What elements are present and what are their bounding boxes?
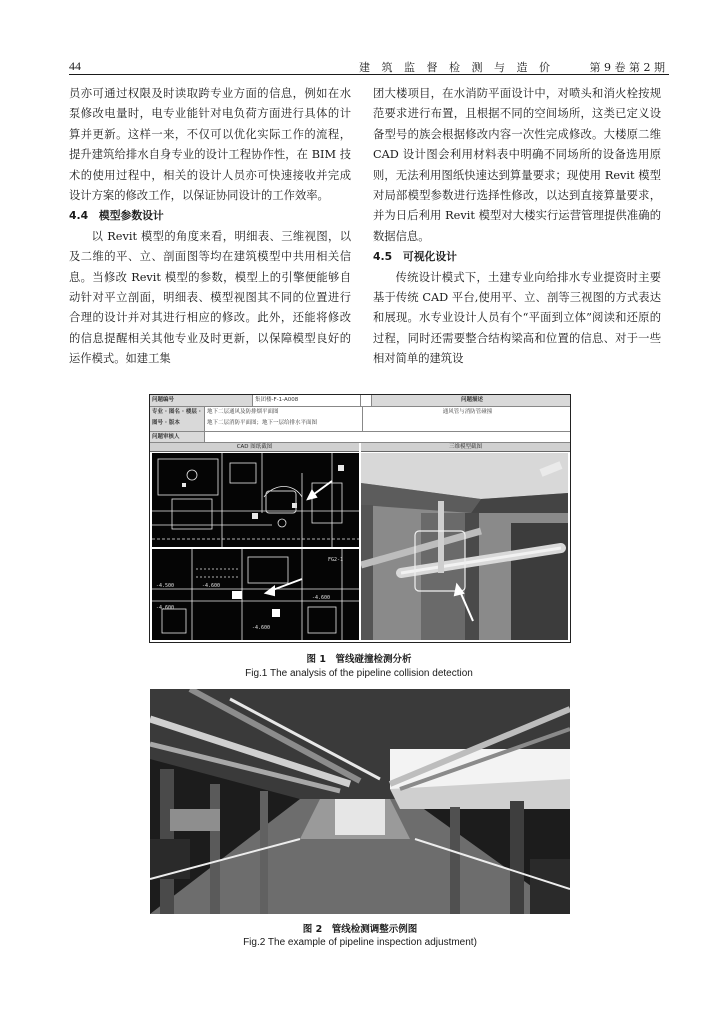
panel-title-3d: 三维模型截图 bbox=[361, 443, 570, 452]
issue-table bbox=[150, 395, 570, 445]
figure-2-render bbox=[150, 689, 570, 914]
section-heading-4-4: 4.4 模型参数设计 bbox=[69, 209, 164, 223]
table-cell: 问题编号 bbox=[150, 395, 253, 406]
cad-label: -4.600 bbox=[156, 605, 175, 611]
left-column bbox=[69, 84, 351, 370]
paragraph: 传统设计模式下，土建专业向给排水专业提资时主要基于传统 CAD 平台,使用平、立、剖等三视图的方式表达和展现。水专业设计人员有个“平面到立体”阅读和还原的过程，同时还需要整合结构梁高和位置的信息、对于一些相对简单的建筑设 bbox=[373, 270, 661, 366]
paragraph: 团大楼项目，在水消防平面设计中，对喷头和消火栓按规范要求进行布置，且根据不同的空间场所，这类已定义设备型号的族会根据修改内容一次性完成修改。大楼原二维 CAD 设计图会利用材料表中明确不同场所的设备选用原则，无法利用图纸快速达到算量要求；现使用 Revit 模型对局部模型参数进行选择性修改，以达到直接算量要求，并为日后利用 Revit 模型对大楼实行运营管理提供准确的数据信息。 bbox=[373, 87, 661, 243]
table-cell bbox=[205, 432, 570, 442]
table-cell bbox=[361, 395, 372, 406]
table-row bbox=[150, 407, 570, 432]
model-3d-render bbox=[361, 453, 568, 640]
garage-pipeline-render bbox=[150, 689, 570, 914]
figure-1-caption-en: Fig.1 The analysis of the pipeline collision detection bbox=[245, 668, 473, 679]
cad-label: FG2-1 bbox=[328, 557, 344, 563]
cad-label: -4.600 bbox=[312, 595, 331, 601]
table-cell-line: 地下二层通风及防排烟平面图 bbox=[207, 409, 279, 415]
table-cell: 专业 · 图名 · 楼层 · 图号 · 版本 bbox=[150, 407, 205, 431]
cad-label: -4.500 bbox=[156, 583, 175, 589]
table-cell bbox=[205, 407, 363, 431]
figure-2-caption-zh: 图 2 管线检测调整示例图 bbox=[302, 924, 418, 935]
figure-1 bbox=[149, 394, 571, 643]
cad-screenshot-bottom bbox=[152, 549, 359, 640]
model-3d-screenshot bbox=[361, 453, 568, 640]
cad-label: -4.600 bbox=[252, 625, 271, 631]
table-row bbox=[150, 395, 570, 407]
table-row bbox=[150, 432, 570, 443]
cad-drawing bbox=[152, 549, 359, 640]
table-cell-line: 地下二层消防平面图；地下一层给排水平面图 bbox=[207, 420, 318, 426]
table-cell: 集团楼-F-1-A008 bbox=[253, 395, 361, 406]
cad-label: -4.600 bbox=[202, 583, 221, 589]
right-column bbox=[373, 84, 661, 370]
figure-1-caption-zh: 图 1 管线碰撞检测分析 bbox=[306, 654, 412, 665]
running-header bbox=[69, 56, 669, 74]
table-cell: 问题描述 bbox=[372, 395, 570, 406]
paragraph: 以 Revit 模型的角度来看，明细表、三维视图，以及二维的平、立、剖面图等均在建筑模型中共用相关信息。当修改 Revit 模型的参数，模型上的引擎便能够自动针对平立剖面，明细表、模型视图其不同的位置进行合理的设计并对其进行相应的修改。此外，还能将修改的信息提醒相关其他专业及时更新，以保障模型良好的运作模式。如建工集 bbox=[69, 229, 351, 366]
header-rule bbox=[69, 74, 669, 75]
volume-issue: 第 9 卷 第 2 期 bbox=[589, 61, 665, 74]
cad-screenshot-top bbox=[152, 453, 359, 547]
table-cell: 问题审核人 bbox=[150, 432, 205, 442]
cad-drawing bbox=[152, 453, 359, 547]
paragraph: 员亦可通过权限及时读取跨专业方面的信息，例如在水泵修改电量时，电专业能针对电负荷方面进行具体的计算并更新。这样一来，不仅可以优化实际工作的流程，提升建筑给排水自身专业的设计工程协作性，在 BIM 技术的使用过程中，相关的设计人员亦可快速接收并完成设计方案的修改工作，以保证协同设计的工作效率。 bbox=[69, 87, 351, 203]
section-heading-4-5: 4.5 可视化设计 bbox=[373, 250, 457, 264]
panel-title-cad: CAD 图纸截图 bbox=[150, 443, 359, 452]
page-number: 44 bbox=[69, 59, 81, 73]
figure-2-caption-en: Fig.2 The example of pipeline inspection adjustment) bbox=[243, 937, 477, 948]
table-cell: 通风管与消防管碰撞 bbox=[442, 409, 493, 415]
journal-title: 建 筑 监 督 检 测 与 造 价 bbox=[359, 61, 554, 74]
